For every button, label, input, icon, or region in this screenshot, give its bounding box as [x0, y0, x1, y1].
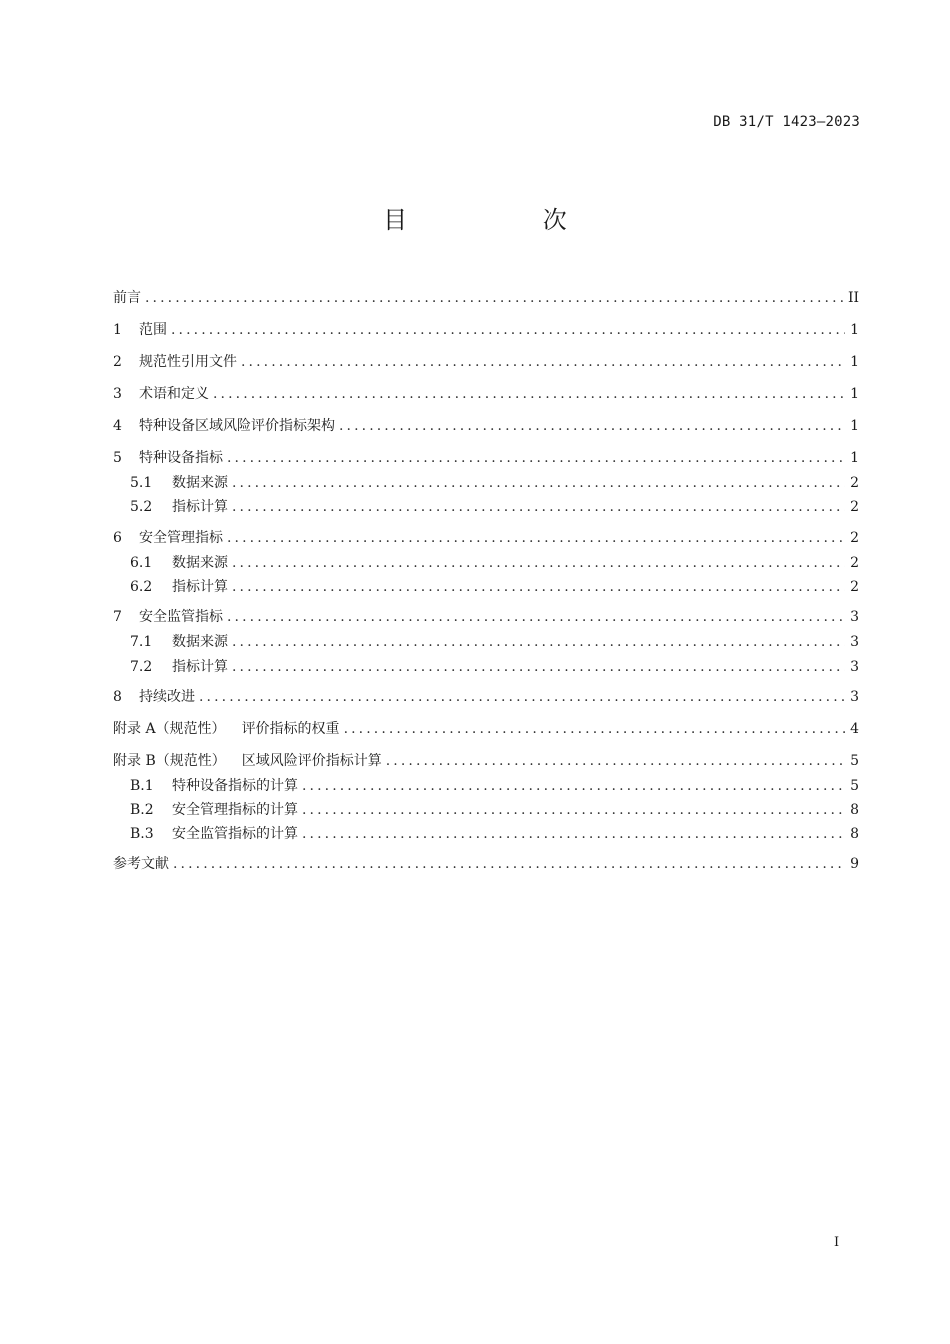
toc-leader-dots [386, 750, 845, 772]
toc-leader-dots [227, 527, 845, 549]
toc-page-number: 2 [850, 555, 859, 571]
toc-page-number: 3 [850, 659, 859, 675]
toc-leader-dots [232, 576, 845, 598]
toc-entry-number: 7 [113, 609, 122, 625]
toc-entry-1[interactable] [113, 319, 859, 341]
toc-entry-b-2[interactable] [113, 799, 859, 821]
toc-entry-label: 范围 [139, 322, 167, 338]
toc-entry-number: B.1 [130, 778, 154, 794]
toc-page-number: 3 [850, 634, 859, 650]
toc-entry-label: 特种设备指标的计算 [172, 778, 298, 794]
toc-leader-dots [344, 718, 845, 740]
toc-entry-label: 持续改进 [139, 689, 195, 705]
toc-page-number: 5 [850, 778, 859, 794]
toc-entry-6-2[interactable] [113, 576, 859, 598]
toc-leader-dots [213, 383, 845, 405]
toc-leader-dots [232, 496, 845, 518]
toc-leader-dots [232, 656, 845, 678]
toc-entry-7[interactable] [113, 606, 859, 628]
toc-entry-7-2[interactable] [113, 656, 859, 678]
toc-leader-dots [145, 287, 844, 309]
toc-leader-dots [199, 686, 845, 708]
toc-entry-references[interactable] [113, 853, 859, 875]
toc-entry-2[interactable] [113, 351, 859, 373]
toc-entry-label: 评价指标的权重 [241, 721, 340, 737]
toc-entry-number: 6.1 [130, 555, 153, 571]
toc-entry-label: 特种设备区域风险评价指标架构 [139, 418, 335, 434]
toc-leader-dots [227, 606, 845, 628]
toc-entry-5-1[interactable] [113, 472, 859, 494]
toc-entry-number: 3 [113, 386, 122, 402]
toc-entry-8[interactable] [113, 686, 859, 708]
toc-page-number: 2 [850, 530, 859, 546]
toc-leader-dots [302, 823, 845, 845]
toc-entry-label: 安全管理指标 [139, 530, 223, 546]
toc-entry-number: 4 [113, 418, 122, 434]
toc-entry-foreword[interactable] [113, 287, 859, 309]
toc-page-number: 1 [850, 322, 859, 338]
toc-entry-6-1[interactable] [113, 552, 859, 574]
toc-entry-annex-b[interactable] [113, 750, 859, 772]
toc-leader-dots [171, 319, 845, 341]
toc-leader-dots [302, 799, 845, 821]
toc-entry-label: 指标计算 [172, 499, 228, 515]
toc-page-number: 2 [850, 579, 859, 595]
toc-page-number: 8 [850, 826, 859, 842]
toc-entry-number: 2 [113, 354, 122, 370]
toc-leader-dots [241, 351, 845, 373]
toc-leader-dots [173, 853, 845, 875]
toc-entry-7-1[interactable] [113, 631, 859, 653]
page-title: 目 次 [383, 206, 631, 234]
toc-entry-label: 特种设备指标 [139, 450, 223, 466]
toc-page-number: 1 [850, 386, 859, 402]
toc-entry-label: 区域风险评价指标计算 [241, 753, 382, 769]
toc-entry-label: 规范性引用文件 [139, 354, 237, 370]
toc-page-number: 2 [850, 499, 859, 515]
toc-page-number: 1 [850, 354, 859, 370]
toc-entry-4[interactable] [113, 415, 859, 437]
toc-leader-dots [232, 552, 845, 574]
toc-entry-number: 7.1 [130, 634, 153, 650]
toc-entry-number: 7.2 [130, 659, 153, 675]
toc-entry-label: 安全管理指标的计算 [172, 802, 298, 818]
toc-entry-label: 前言 [113, 290, 141, 306]
toc-page-number: 8 [850, 802, 859, 818]
toc-entry-b-1[interactable] [113, 775, 859, 797]
toc-entry-label: 数据来源 [172, 475, 228, 491]
toc-entry-b-3[interactable] [113, 823, 859, 845]
toc-entry-number: 6.2 [130, 579, 153, 595]
toc-entry-label: 数据来源 [172, 555, 228, 571]
toc-entry-label: 指标计算 [172, 659, 228, 675]
toc-page-number: 3 [850, 689, 859, 705]
toc-entry-number: 8 [113, 689, 122, 705]
toc-entry-3[interactable] [113, 383, 859, 405]
toc-leader-dots [302, 775, 845, 797]
toc-leader-dots [227, 447, 845, 469]
toc-entry-number: 5.1 [130, 475, 153, 491]
toc-entry-number: 1 [113, 322, 122, 338]
toc-entry-label: 安全监管指标 [139, 609, 223, 625]
page-number: I [834, 1235, 840, 1250]
toc-page-number: 9 [850, 856, 859, 872]
toc-page-number: 1 [850, 450, 859, 466]
toc-leader-dots [232, 472, 845, 494]
toc-entry-number: 5.2 [130, 499, 153, 515]
toc-page-number: 2 [850, 475, 859, 491]
toc-entry-label: 术语和定义 [139, 386, 209, 402]
toc-entry-5-2[interactable] [113, 496, 859, 518]
toc-page-number: 1 [850, 418, 859, 434]
toc-page-number: 4 [850, 721, 859, 737]
toc-entry-number: B.3 [130, 826, 154, 842]
toc-page-number: 3 [850, 609, 859, 625]
toc-leader-dots [232, 631, 845, 653]
toc-entry-number: 附录 B（规范性） [113, 753, 226, 769]
toc-entry-5[interactable] [113, 447, 859, 469]
toc-leader-dots [339, 415, 845, 437]
toc-entry-label: 参考文献 [113, 856, 169, 872]
toc-page-number: II [847, 290, 859, 306]
toc-entry-annex-a[interactable] [113, 718, 859, 740]
toc-entry-number: 6 [113, 530, 122, 546]
toc-entry-label: 指标计算 [172, 579, 228, 595]
toc-entry-6[interactable] [113, 527, 859, 549]
toc-page-number: 5 [850, 753, 859, 769]
toc-entry-number: B.2 [130, 802, 154, 818]
document-number: DB 31/T 1423—2023 [713, 114, 860, 130]
toc-entry-label: 安全监管指标的计算 [172, 826, 298, 842]
toc-entry-label: 数据来源 [172, 634, 228, 650]
toc-entry-number: 附录 A（规范性） [113, 721, 226, 737]
toc-entry-number: 5 [113, 450, 122, 466]
